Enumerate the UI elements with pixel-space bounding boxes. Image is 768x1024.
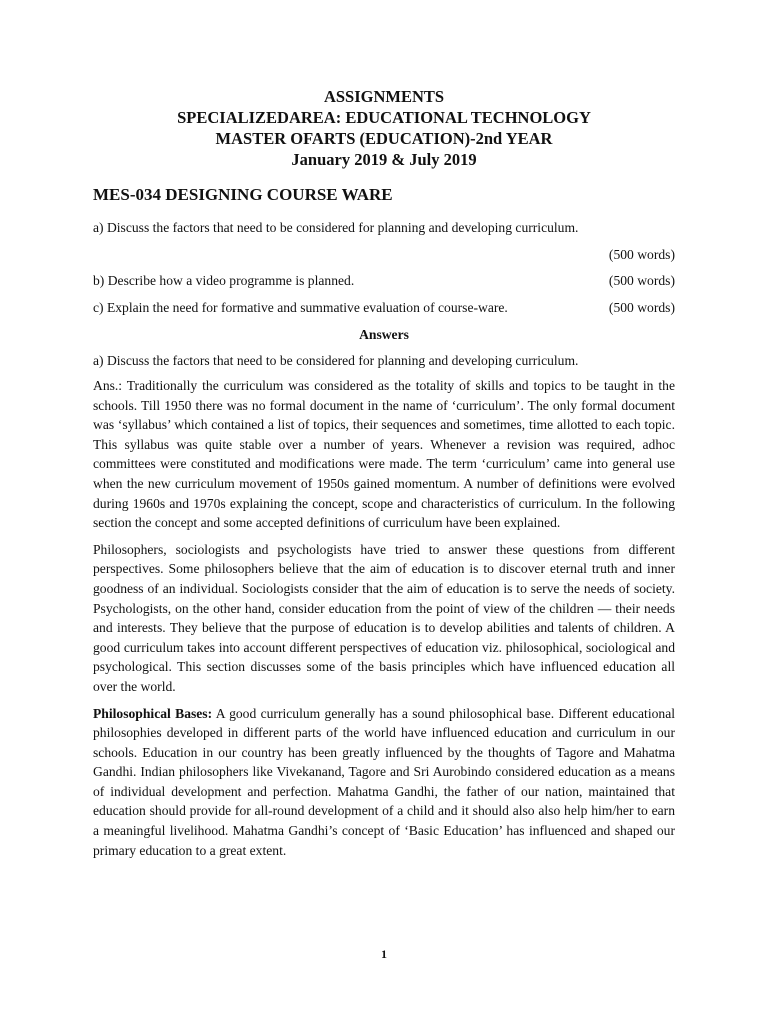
question-c [93,298,675,317]
question-b-word-limit: (500 words) [608,273,675,288]
question-c-text: c) Explain the need for formative and summative evaluation of course-ware. [93,300,508,315]
answer-paragraph-3 [93,704,675,861]
course-title: MES-034 DESIGNING COURSE WARE [93,185,393,204]
question-b-text: b) Describe how a video programme is planned. [93,273,355,288]
question-c-word-limit: (500 words) [608,300,675,315]
question-b [93,271,675,290]
answer-paragraph-2: Philosophers, sociologists and psychologists have tried to answer these questions from different perspectives. Some philosophers believe that the aim of education is to discover eternal truth and inner goodness of an individual. Sociologists consider that the aim of education is to serve the needs of society. Psychologists, on the other hand, consider education from the point of view of the children — their needs and interests. They believe that the purpose of education is to develop abilities and talents of children. A good curriculum takes into account different perspectives of education viz. philosophical, sociological and psychological. This section discusses some of the basis principles which have influenced education all over the world. [93,541,675,694]
philosophical-bases-heading: Philosophical Bases: [93,705,213,721]
header-assignments: ASSIGNMENTS [323,87,445,106]
answer-paragraph-1: Ans.: Traditionally the curriculum was considered as the totality of skills and topics to be taught in the schools. Till 1950 there was no formal document in the name of ‘curriculum’. The only formal document was ‘syllabus’ which contained a list of topics, their sequences and sometimes, time allotted to each topic. This syllabus was quite stable over a number of years. Whenever a revision was required, adhoc committees were constituted and modifications were made. The term ‘curriculum’ came into general use when the new curriculum movement of 1950s gained momentum. A number of definitions were evolved during 1960s and 1970s explaining the concept, scope and characteristics of curriculum. In the following section the concept and some accepted definitions of curriculum have been explained. [93,378,675,531]
document-page [93,86,675,860]
philosophical-bases-text: A good curriculum generally has a sound philosophical base. Different educational philosophies developed in different parts of the world have influenced education and curriculum in our schools. Education in our country has been greatly influenced by the thoughts of Tagore and Mahatma Gandhi. Indian philosophers like Vivekanand, Tagore and Sri Aurobindo considered education as a means of individual development and perfection. Mahatma Gandhi, the father of our nation, maintained that education should provide for all-round development of a child and it should also also help him/her to earn a meaningful livelihood. Mahatma Gandhi’s concept of ‘Basic Education’ has influenced and shaped our primary education to a great extent. [93,705,676,858]
header-session: January 2019 & July 2019 [291,150,477,169]
document-header [93,86,675,170]
header-specialized-area: SPECIALIZEDAREA: EDUCATIONAL TECHNOLOGY [177,108,591,127]
answers-heading: Answers [359,327,409,342]
question-a: a) Discuss the factors that need to be considered for planning and developing curriculum. [93,220,579,235]
answer-question-repeat: a) Discuss the factors that need to be considered for planning and developing curriculum. [93,353,579,368]
page-number: 1 [381,947,387,961]
header-programme: MASTER OFARTS (EDUCATION)-2nd YEAR [215,129,553,148]
question-a-word-limit: (500 words) [608,247,675,262]
